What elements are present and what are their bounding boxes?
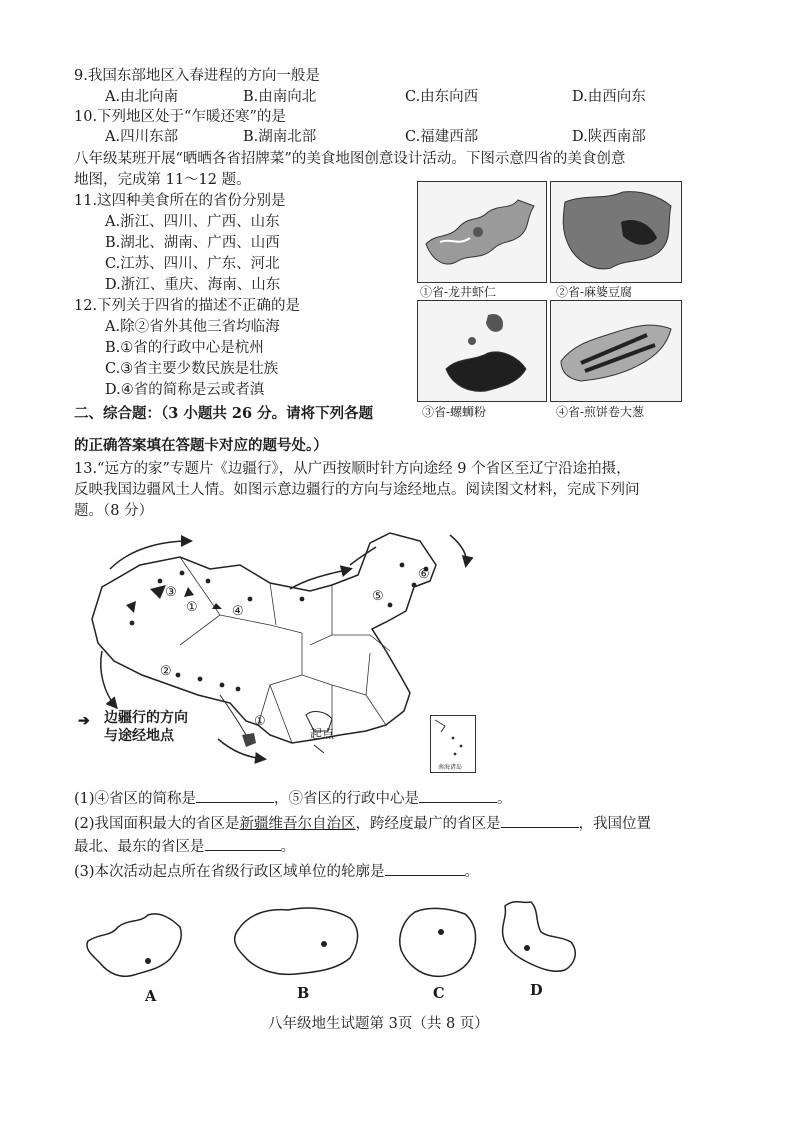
q11-stem: 11.这四种美食所在的省份分别是 <box>74 193 286 209</box>
inset-label: 南海诸岛 <box>438 764 463 771</box>
q10-option-c: C.福建西部 <box>405 129 479 145</box>
q11-option-d: D.浙江、重庆、海南、山东 <box>105 277 281 293</box>
q10-stem: 10.下列地区处于“乍暖还寒”的是 <box>74 109 286 125</box>
q11-option-a: A.浙江、四川、广西、山东 <box>105 214 280 230</box>
outline-label-d: D <box>530 982 543 999</box>
sub3-part-a: (3)本次活动起点所在省级行政区域单位的轮廓是 <box>74 864 385 880</box>
q12-stem: 12.下列关于四省的描述不正确的是 <box>74 298 301 314</box>
sub1-part-b: ，⑤省区的行政中心是 <box>274 791 420 807</box>
q9-option-b: B.由南向北 <box>243 89 317 105</box>
outline-a-guangxi <box>80 905 190 985</box>
map-start-label: 起点 <box>310 727 335 741</box>
intro-line-2: 地图，完成第 11～12 题。 <box>74 172 251 188</box>
map-marker-6: ⑥ <box>418 567 430 582</box>
map-legend-line-1: 边疆行的方向 <box>104 710 188 726</box>
outline-label-c: C <box>433 985 445 1002</box>
blank-widest-longitude[interactable] <box>501 813 579 828</box>
food-map-shandong <box>550 300 682 402</box>
q12-option-b: B.①省的行政中心是杭州 <box>105 340 264 356</box>
q11-option-c: C.江苏、四川、广东、河北 <box>105 256 280 272</box>
q13-line-2: 反映我国边疆风土人情。如图示意边疆行的方向与途经地点。阅读图文材料，完成下列问 <box>74 482 640 498</box>
sub1-part-c: 。 <box>497 791 512 807</box>
q10-option-b: B.湖南北部 <box>243 129 317 145</box>
blank-outline-choice[interactable] <box>385 861 465 876</box>
sub3-part-b: 。 <box>464 864 480 880</box>
blank-capital-5[interactable] <box>419 788 497 803</box>
map-marker-4: ④ <box>232 604 244 619</box>
map-marker-3: ③ <box>165 585 177 600</box>
outline-c-hunan <box>395 902 485 984</box>
map-marker-2: ② <box>160 664 172 679</box>
map-marker-1: ① <box>186 600 198 615</box>
sub3-line <box>74 861 479 881</box>
food-map-zhejiang <box>417 181 547 283</box>
map-legend-line-2: 与途经地点 <box>104 728 174 744</box>
q10-option-d: D.陕西南部 <box>572 129 646 145</box>
map-legend-arrow: ➔ <box>78 713 90 729</box>
food-caption-2: ②省-麻婆豆腐 <box>556 285 633 299</box>
sub1-part-a: (1)④省区的简称是 <box>74 791 197 807</box>
blank-abbr-4[interactable] <box>196 788 274 803</box>
sub2-line-2 <box>74 836 295 856</box>
sub2-line-1 <box>74 813 651 833</box>
q9-stem: 9.我国东部地区入春进程的方向一般是 <box>74 68 320 84</box>
q13-line-1: 13.“远方的家”专题片《边疆行》，从广西按顺时针方向途经 9 个省区至辽宁沿途拍摄， <box>74 461 631 477</box>
sub2-part-c: ，我国位置 <box>578 816 652 832</box>
q9-option-c: C.由东向西 <box>405 89 479 105</box>
sub2-line2-part-a: 最北、最东的省区是 <box>74 839 205 855</box>
q12-option-c: C.③省主要少数民族是壮族 <box>105 361 279 377</box>
page-footer: 八年级地生试题第 3页（共 8 页） <box>268 1016 489 1032</box>
q9-option-d: D.由西向东 <box>572 89 646 105</box>
sub2-part-a: (2)我国面积最大的省区是 <box>74 816 240 832</box>
section2-heading-line-1: 二、综合题：（3 小题共 26 分。请将下列各题 <box>74 405 374 422</box>
outline-label-b: B <box>297 985 310 1002</box>
map-marker-5: ⑤ <box>372 589 384 604</box>
sub2-answer-xinjiang: 新疆维吾尔自治区 <box>239 816 356 832</box>
q9-option-a: A.由北向南 <box>105 89 179 105</box>
sub1-line <box>74 788 512 808</box>
q12-option-d: D.④省的简称是云或者滇 <box>105 382 265 398</box>
q12-option-a: A.除②省外其他三省均临海 <box>105 319 280 335</box>
sub2-part-b: ，跨经度最广的省区是 <box>355 816 501 832</box>
q10-option-a: A.四川东部 <box>105 129 179 145</box>
food-caption-3: ③省-螺蛳粉 <box>422 405 487 419</box>
outline-label-a: A <box>145 988 157 1005</box>
food-map-guangxi <box>417 300 547 402</box>
q13-line-3: 题。（8 分） <box>74 503 154 519</box>
outline-d-heilongjiang <box>495 892 585 976</box>
q11-option-b: B.湖北、湖南、广西、山西 <box>105 235 280 251</box>
sub2-line2-part-b: 。 <box>280 839 295 855</box>
outline-b-sichuan <box>228 900 368 980</box>
food-map-sichuan <box>550 181 682 283</box>
food-caption-1: ①省-龙井虾仁 <box>420 285 497 299</box>
intro-line-1: 八年级某班开展“晒晒各省招牌菜”的美食地图创意设计活动。下图示意四省的美食创意 <box>74 151 626 167</box>
section2-heading-line-2: 的正确答案填在答题卡对应的题号处。） <box>74 437 328 454</box>
blank-north-east-province[interactable] <box>205 836 281 851</box>
map-marker-1b: ① <box>254 714 266 729</box>
food-caption-4: ④省-煎饼卷大葱 <box>556 405 645 419</box>
